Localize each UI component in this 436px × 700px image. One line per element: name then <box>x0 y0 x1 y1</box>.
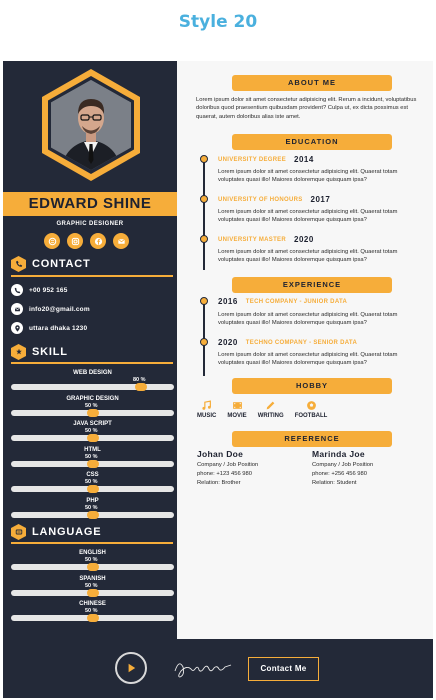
language-name: ENGLISH <box>79 550 106 556</box>
timeline-dot <box>200 297 208 305</box>
hobby-music: MUSIC <box>197 400 216 419</box>
skill-level-knob <box>135 383 147 391</box>
about-text: Lorem ipsum dolor sit amet consectetur adipisicing elit. Rerum a incidunt, voluptatibus doloribus quod praesentium quibusdam provident? Culpa ut, ex dicta possimus est quaerat, autem doloribus alias iste amet. <box>196 97 417 120</box>
skill-level-knob <box>87 460 99 468</box>
hobby-writing: WRITING <box>258 400 284 419</box>
hobby-list <box>197 400 327 419</box>
hobby-football: FOOTBALL <box>295 400 328 419</box>
education-item-3-text: Lorem ipsum dolor sit amet consectetur adipisicing elit. Quaerat totam voluptates quasi illo! Maiores doloremque quisquam ipsa? <box>218 249 398 264</box>
footer-bar <box>3 639 433 698</box>
social-links <box>44 233 129 249</box>
language-name: SPANISH <box>79 575 106 582</box>
play-icon <box>125 662 137 674</box>
skill-item <box>11 446 174 460</box>
play-button[interactable] <box>115 652 147 684</box>
skill-item <box>11 471 174 485</box>
music-icon <box>201 400 212 411</box>
skill-percent: 50 % <box>85 479 98 485</box>
skill-percent: 50 % <box>85 428 98 434</box>
pen-icon <box>265 400 276 411</box>
skill-percent: 50 % <box>85 402 98 409</box>
main-column <box>177 61 433 639</box>
education-item-2-text: Lorem ipsum dolor sit amet consectetur adipisicing elit. Quaerat totam voluptates quasi illo! Maiores doloremque quisquam ipsa? <box>218 209 398 224</box>
language-track <box>11 590 174 596</box>
language-level-knob <box>87 614 99 622</box>
movie-icon <box>232 400 243 411</box>
experience-item-1: 2016 TECH COMPANY - JUNIOR DATA <box>218 297 348 306</box>
skill-item <box>11 420 174 434</box>
skill-name: HTML <box>84 446 101 453</box>
timeline-dot <box>200 338 208 346</box>
education-item-3: UNIVERSITY MASTER 2020 <box>218 235 314 244</box>
language-percent: 50 % <box>85 557 98 563</box>
experience-item-1-text: Lorem ipsum dolor sit amet consectetur adipisicing elit. Quaerat totam voluptates quasi illo! Maiores doloremque quisquam ipsa? <box>218 312 398 327</box>
hobby-movie: MOVIE <box>227 400 246 419</box>
instagram-icon[interactable] <box>67 233 83 249</box>
contact-phone[interactable]: +00 952 165 <box>11 284 68 296</box>
education-item-2: UNIVERSITY OF HONOURS 2017 <box>218 195 331 204</box>
skill-name: WEB DESIGN <box>73 370 112 376</box>
resume-card <box>3 61 433 639</box>
contact-divider <box>11 275 173 277</box>
about-heading: ABOUT ME <box>232 75 392 91</box>
language-level-knob <box>87 589 99 597</box>
experience-heading: EXPERIENCE <box>232 277 392 293</box>
mail-icon[interactable] <box>113 233 129 249</box>
education-heading: EDUCATION <box>232 134 392 150</box>
phone-icon <box>11 284 23 296</box>
contact-me-button[interactable]: Contact Me <box>248 657 319 681</box>
language-item <box>11 549 174 563</box>
contact-section-icon <box>11 256 26 272</box>
language-heading: LANGUAGE <box>11 524 101 540</box>
skill-track <box>11 435 174 441</box>
job-title: GRAPHIC DESIGNER <box>56 221 124 227</box>
hobby-heading: HOBBY <box>232 378 392 394</box>
skill-divider <box>11 362 173 364</box>
education-item-1-text: Lorem ipsum dolor sit amet consectetur adipisicing elit. Quaerat totam voluptates quasi illo! Maiores doloremque quisquam ipsa? <box>218 169 398 184</box>
contact-location[interactable]: uttara dhaka 1230 <box>11 322 87 334</box>
sidebar <box>3 61 177 639</box>
skill-level-knob <box>87 511 99 519</box>
skill-name: JAVA SCRIPT <box>73 421 112 427</box>
experience-item-2: 2020 TECHNO COMPANY - SENIOR DATA <box>218 338 358 347</box>
experience-item-2-text: Lorem ipsum dolor sit amet consectetur adipisicing elit. Quaerat totam voluptates quasi illo! Maiores doloremque quisquam ipsa? <box>218 352 398 367</box>
skype-icon[interactable] <box>44 233 60 249</box>
skill-item <box>11 395 174 409</box>
profile-photo-frame <box>42 69 140 181</box>
timeline-dot <box>200 235 208 243</box>
contact-email[interactable]: info20@gmail.com <box>11 303 90 315</box>
skill-track <box>11 384 174 390</box>
skill-level-knob <box>87 485 99 493</box>
language-percent: 50 % <box>85 608 98 614</box>
skill-track <box>11 461 174 467</box>
education-timeline <box>203 158 205 270</box>
language-percent: 50 % <box>85 582 98 589</box>
reference-2: Marinda Joe Company / Job Position phone: +256 456 980 Relation: Student <box>312 449 374 486</box>
facebook-icon[interactable] <box>90 233 106 249</box>
location-icon <box>11 322 23 334</box>
football-icon <box>306 400 317 411</box>
skill-level-knob <box>87 409 99 417</box>
timeline-dot <box>200 155 208 163</box>
skill-track <box>11 410 174 416</box>
language-name: CHINESE <box>79 601 106 607</box>
signature <box>171 653 235 683</box>
skill-level-knob <box>87 434 99 442</box>
skill-section-icon <box>11 344 26 360</box>
skill-track <box>11 486 174 492</box>
language-track <box>11 615 174 621</box>
skill-name: PHP <box>86 497 99 504</box>
skill-item <box>11 497 174 511</box>
skill-heading: SKILL <box>11 344 68 360</box>
language-item <box>11 600 174 614</box>
timeline-dot <box>200 195 208 203</box>
education-item-1: UNIVERSITY DEGREE 2014 <box>218 155 314 164</box>
skill-name: CSS <box>86 472 99 478</box>
reference-1: Johan Doe Company / Job Position phone: +123 456 980 Relation: Brother <box>197 449 259 486</box>
page-title: Style 20 <box>178 12 258 32</box>
language-track <box>11 564 174 570</box>
language-divider <box>11 542 173 544</box>
language-section-icon <box>11 524 26 540</box>
skill-track <box>11 512 174 518</box>
reference-heading: REFERENCE <box>232 431 392 447</box>
skill-name: GRAPHIC DESIGN <box>66 395 119 402</box>
skill-percent: 50 % <box>85 453 98 460</box>
skill-percent: 80 % <box>133 377 146 383</box>
language-item <box>11 575 174 589</box>
skill-percent: 50 % <box>85 504 98 511</box>
contact-heading: CONTACT <box>11 256 91 272</box>
profile-name: EDWARD SHINE <box>3 192 177 216</box>
language-level-knob <box>87 563 99 571</box>
skill-item <box>11 369 174 383</box>
mail-icon <box>11 303 23 315</box>
